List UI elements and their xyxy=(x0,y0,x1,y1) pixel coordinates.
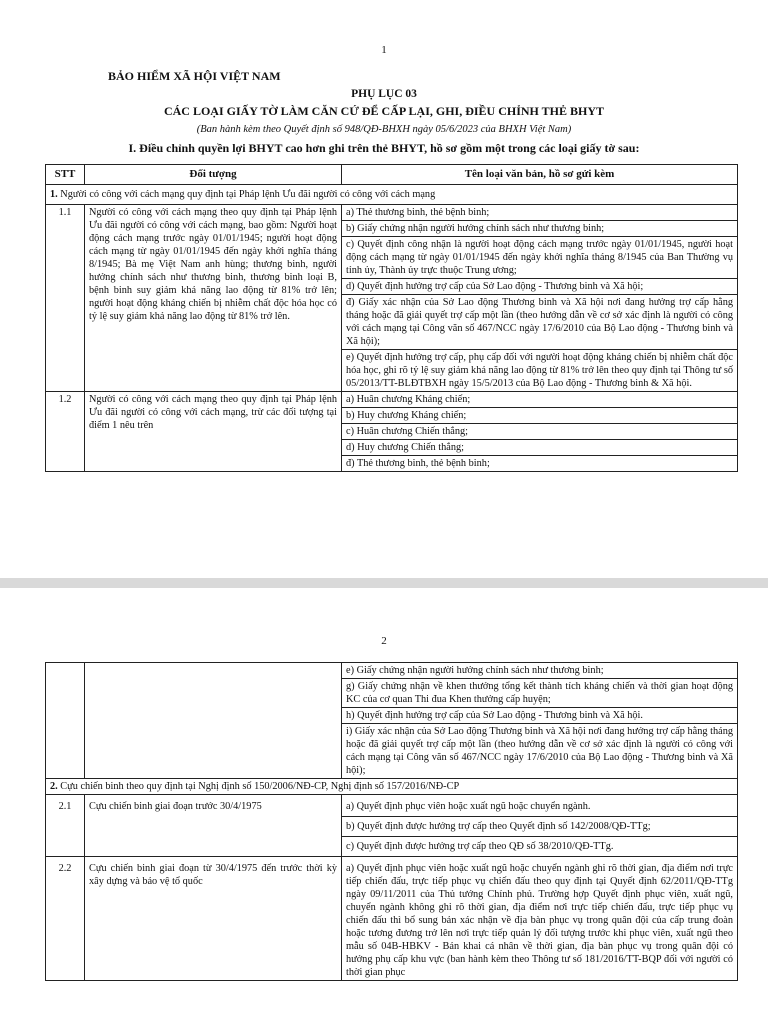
document-title: CÁC LOẠI GIẤY TỜ LÀM CĂN CỨ ĐỂ CẤP LẠI, GHI, ĐIỀU CHỈNH THẺ BHYT xyxy=(163,104,605,118)
list-item: c) Quyết định được hưởng trợ cấp theo QĐ số 38/2010/QĐ-TTg. xyxy=(346,841,614,852)
documents-list xyxy=(342,205,737,391)
table-row xyxy=(46,205,738,392)
list-item: h) Quyết định hưởng trợ cấp của Sở Lao động - Thương binh và Xã hội. xyxy=(342,708,737,724)
row-object: Người có công với cách mạng theo quy định tại Pháp lệnh Ưu đãi người có công với cách mạng, bao gồm: Người hoạt động cách mạng trước ngày 01/01/1945; người hoạt động cách mạng từ ngày 01/01/1945 đến ngày khởi nghĩa tháng 8/1945; Bà mẹ Việt Nam anh hùng; thương binh, người hưởng chính sách như thương binh, thương binh loại B, bệnh binh suy giảm khả năng lao động từ 81% trở lên; người hoạt động kháng chiến bị nhiễm chất độc hóa học có tỷ lệ suy giảm khả năng lao động từ 81% trở lên. xyxy=(85,205,342,392)
list-item: đ) Thẻ thương binh, thẻ bệnh binh; xyxy=(346,458,490,469)
table-row xyxy=(46,857,738,981)
documents-list xyxy=(342,795,737,856)
group-row xyxy=(46,185,738,205)
row-stt: 1.1 xyxy=(46,205,85,392)
documents-table-continued xyxy=(45,662,738,981)
documents-table xyxy=(45,164,738,472)
row-documents xyxy=(342,795,738,857)
header-documents: Tên loại văn bản, hồ sơ gửi kèm xyxy=(342,165,738,185)
page-2 xyxy=(0,588,768,1024)
group-number: 2. xyxy=(50,781,58,792)
list-item: b) Quyết định được hưởng trợ cấp theo Quyết định số 142/2008/QĐ-TTg; xyxy=(342,817,737,837)
row-documents xyxy=(342,663,738,779)
row-object: Cựu chiến binh giai đoạn từ 30/4/1975 đến trước thời kỳ xây dựng và bảo vệ tổ quốc xyxy=(85,857,342,981)
list-item: c) Quyết định công nhận là người hoạt động cách mạng trước ngày 01/01/1945, người hoạt động cách mạng từ ngày 01/01/1945 đến ngày khởi nghĩa tháng 8/1945 của Ban Thường vụ tỉnh ủy, Thành ủy trực thuộc Trung ương; xyxy=(342,237,737,279)
group-title: Cựu chiến binh theo quy định tại Nghị định số 150/2006/NĐ-CP, Nghị định số 157/2016/NĐ-CP xyxy=(57,781,460,792)
list-item: e) Giấy chứng nhận người hưởng chính sách như thương binh; xyxy=(342,663,737,679)
row-documents xyxy=(342,205,738,392)
documents-list xyxy=(342,663,737,778)
group-number: 1. xyxy=(50,189,58,200)
list-item: g) Giấy chứng nhận về khen thưởng tổng kết thành tích kháng chiến và thời gian hoạt động KC của cơ quan Thi đua Khen thưởng cấp huyện; xyxy=(342,679,737,708)
row-documents: a) Quyết định phục viên hoặc xuất ngũ hoặc chuyển ngành ghi rõ thời gian, địa điểm nơi trực tiếp chiến đấu, trực tiếp phục vụ chiến đấu theo quy định tại Quyết định 62/2011/QĐ-TTg ngày 09/11/2011 của Thủ tướng Chính phủ. Trường hợp Quyết định phục viên, xuất ngũ, chuyển ngành không ghi rõ thời gian, địa điểm nơi trực tiếp chiến đấu, trực tiếp phục vụ chiến đấu thì bổ sung bản xác nhận về địa bàn phục vụ trong quân đội của cấp trung đoàn hoặc tương đương trở lên nơi trực tiếp quản lý đối tượng trước khi phục viên, xuất ngũ theo mẫu số 04B-HBKV - Bản khai cá nhân về thời gian, địa bàn phục vụ trong quân đội có hưởng phụ cấp khu vực (ban hành kèm theo Thông tư số 181/2016/TT-BQP đối với người có thời gian phục xyxy=(342,857,738,981)
group-title: Người có công với cách mạng quy định tại Pháp lệnh Ưu đãi người có công với cách mạng xyxy=(57,189,436,200)
list-item: c) Huân chương Chiến thắng; xyxy=(342,424,737,440)
header-stt: STT xyxy=(46,165,85,185)
table-row xyxy=(46,663,738,779)
row-stt: 1.2 xyxy=(46,392,85,472)
header-object: Đối tượng xyxy=(85,165,342,185)
row-object: Cựu chiến binh giai đoạn trước 30/4/1975 xyxy=(85,795,342,857)
table-header-row xyxy=(46,165,738,185)
list-item: a) Thẻ thương binh, thẻ bệnh binh; xyxy=(342,205,737,221)
list-item: a) Huân chương Kháng chiến; xyxy=(342,392,737,408)
list-item: b) Giấy chứng nhận người hưởng chính sách như thương binh; xyxy=(342,221,737,237)
group-2-cell xyxy=(46,779,738,795)
list-item: d) Quyết định hưởng trợ cấp của Sở Lao động - Thương binh và Xã hội; xyxy=(342,279,737,295)
list-item: d) Huy chương Chiến thắng; xyxy=(342,440,737,456)
list-item: b) Huy chương Kháng chiến; xyxy=(342,408,737,424)
documents-list xyxy=(342,392,737,471)
group-row xyxy=(46,779,738,795)
group-1-cell xyxy=(46,185,738,205)
row-stt xyxy=(46,663,85,779)
list-item: e) Quyết định hưởng trợ cấp, phụ cấp đối với người hoạt động kháng chiến bị nhiễm chất độc hóa học, ghi rõ tỷ lệ suy giảm khả năng lao động từ 81% trở lên theo quy định tại Thông tư số 05/2013/TT-BLĐTBXH ngày 15/5/2013 của Bộ Lao động - Thương binh & Xã hội. xyxy=(346,352,733,389)
row-documents xyxy=(342,392,738,472)
row-object xyxy=(85,663,342,779)
list-item: đ) Giấy xác nhận của Sở Lao động Thương binh và Xã hội nơi đang hưởng trợ cấp hằng tháng hoặc đã giải quyết trợ cấp một lần (theo hướng dẫn về cơ sở xác định là người có công với cách mạng tại Công văn số 467/NCC ngày 17/6/2010 của Bộ Lao động - Thương binh và Xã hội); xyxy=(342,295,737,350)
row-stt: 2.2 xyxy=(46,857,85,981)
annex-label: PHỤ LỤC 03 xyxy=(351,88,417,100)
row-stt: 2.1 xyxy=(46,795,85,857)
table-row xyxy=(46,795,738,857)
page-number: 1 xyxy=(381,44,387,56)
page-number: 2 xyxy=(381,635,387,647)
row-object: Người có công với cách mạng theo quy định tại Pháp lệnh Ưu đãi người có công với cách mạng, trừ các đối tượng tại điểm 1 nêu trên xyxy=(85,392,342,472)
list-item: a) Quyết định phục viên hoặc xuất ngũ hoặc chuyển ngành. xyxy=(342,795,737,817)
list-item: i) Giấy xác nhận của Sở Lao động Thương binh và Xã hội nơi đang hưởng trợ cấp hằng tháng hoặc đã giải quyết trợ cấp một lần (theo hướng dẫn về cơ sở xác định là người có công với cách mạng tại Công văn số 467/NCC ngày 17/6/2010 của Bộ Lao động - Thương binh và Xã hội); xyxy=(346,726,733,776)
organization-name: BẢO HIỂM XÃ HỘI VIỆT NAM xyxy=(108,69,281,83)
table-row xyxy=(46,392,738,472)
section-heading: I. Điều chỉnh quyền lợi BHYT cao hơn ghi trên thẻ BHYT, hồ sơ gồm một trong các loại giấy tờ sau: xyxy=(128,141,640,155)
document-subtitle: (Ban hành kèm theo Quyết định số 948/QĐ-BHXH ngày 05/6/2023 của BHXH Việt Nam) xyxy=(196,124,572,135)
